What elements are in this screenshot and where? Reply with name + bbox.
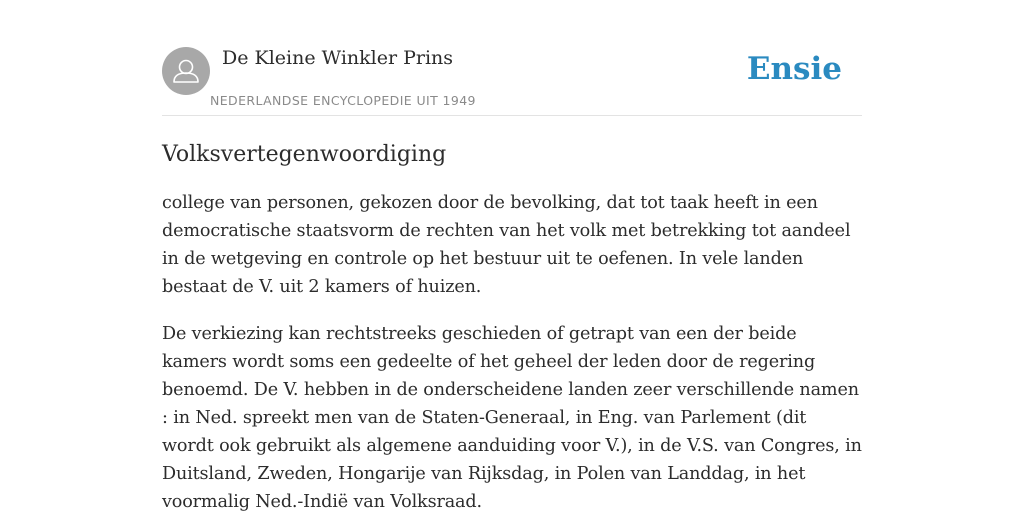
article-title: Volksvertegenwoordiging	[162, 142, 447, 167]
user-icon	[162, 47, 210, 95]
article-paragraph: De verkiezing kan rechtstreeks geschieden of getrapt van een der beide kamers wordt soms een gedeelte of het geheel der leden door de regering benoemd. De V. hebben in de onderscheidene landen zeer verschillende namen : in Ned. spreekt men van de Staten-Generaal, in Eng. van Parlement (dit wordt ook gebruikt als algemene aanduiding voor V.), in de V.S. van Congres, in Duitsland, Zweden, Hongarije van Rijksdag, in Polen van Landdag, in het voormalig Ned.-Indië van Volksraad.	[162, 324, 862, 512]
article-paragraph: college van personen, gekozen door de bevolking, dat tot taak heeft in een democratische staatsvorm de rechten van het volk met betrekking tot aandeel in de wetgeving en controle op het bestuur uit te oefenen. In vele landen bestaat de V. uit 2 kamers of huizen.	[162, 193, 851, 297]
source-header	[162, 0, 862, 116]
avatar[interactable]	[162, 47, 210, 95]
source-subtitle: NEDERLANDSE ENCYCLOPEDIE UIT 1949	[210, 93, 476, 108]
source-title[interactable]: De Kleine Winkler Prins	[222, 47, 454, 69]
content-container	[162, 0, 862, 512]
ensie-logo[interactable]: Ensie	[746, 51, 842, 87]
article-body	[162, 189, 862, 512]
